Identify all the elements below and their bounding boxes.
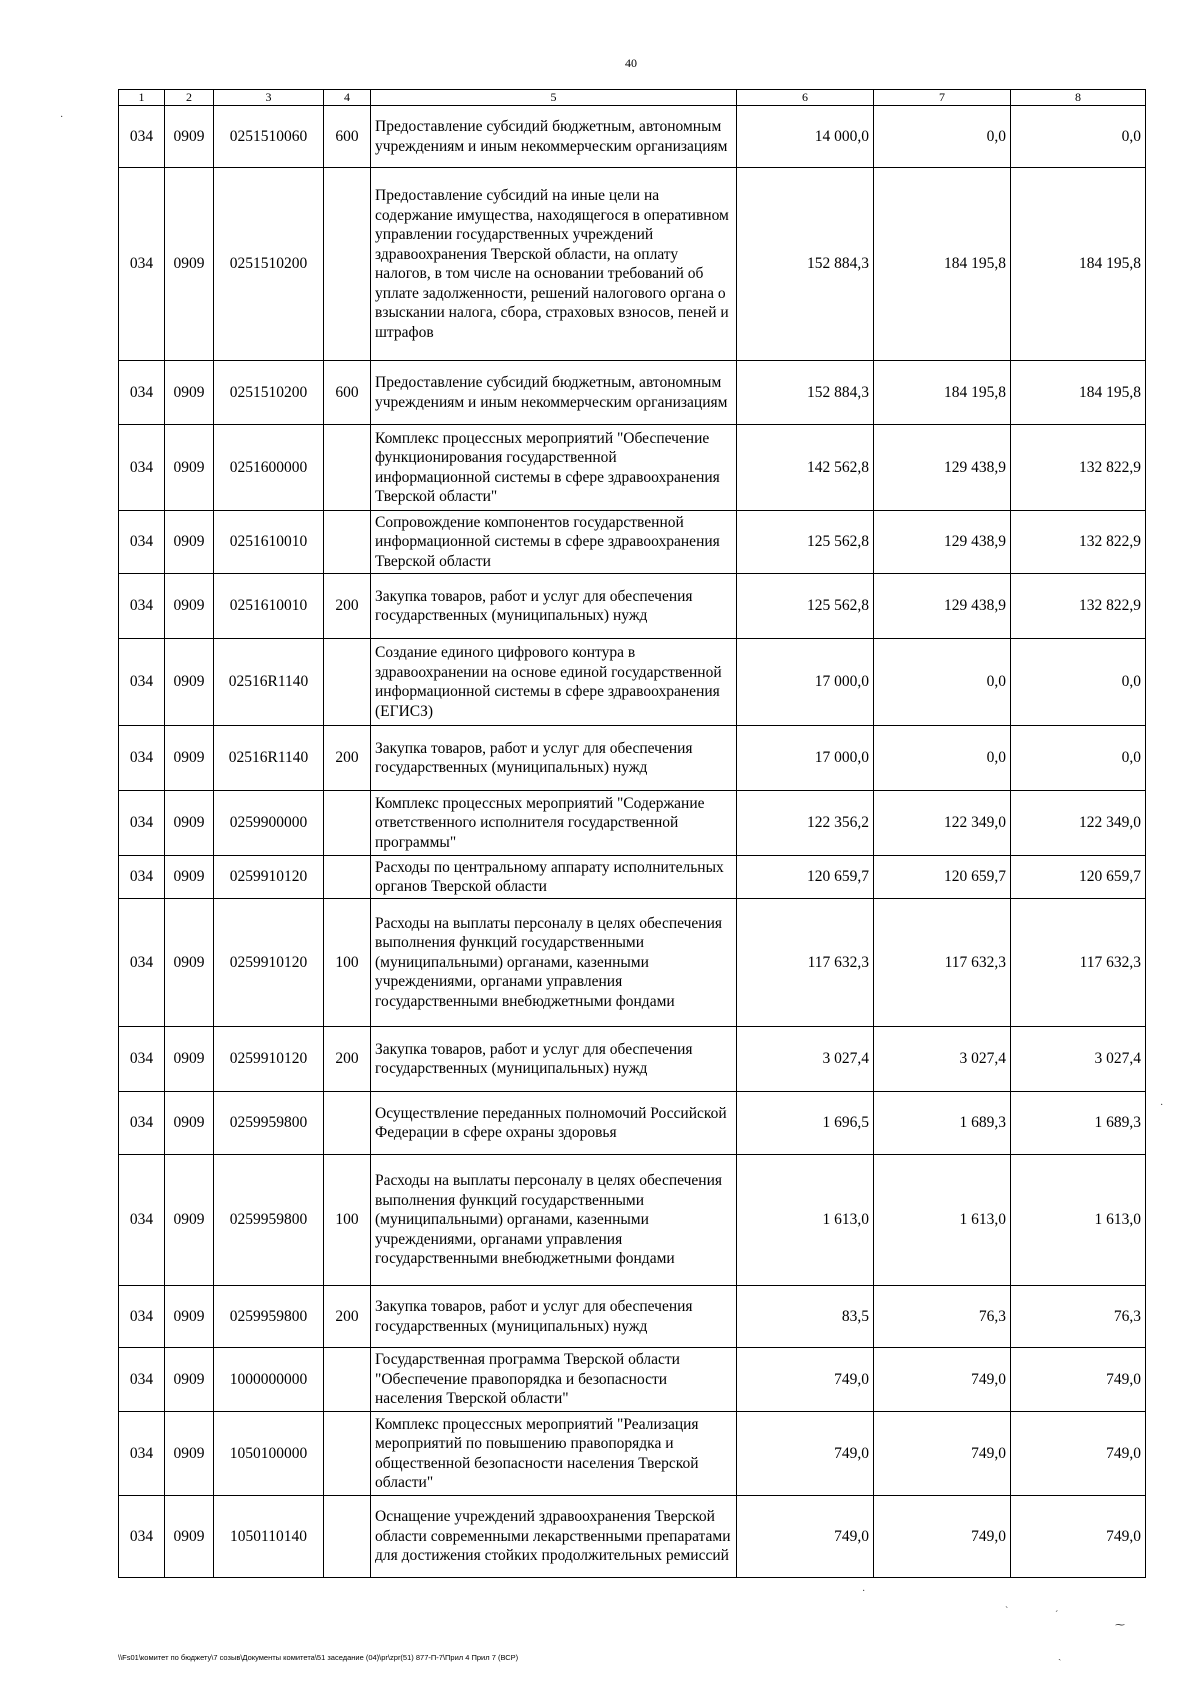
column-header-1: 1 <box>119 90 165 106</box>
table-row <box>119 899 1146 1027</box>
expense-type-cell <box>324 1348 371 1412</box>
column-header-2: 2 <box>165 90 214 106</box>
target-article-cell: 0259910120 <box>214 899 324 1027</box>
admin-code-cell: 034 <box>119 1412 165 1496</box>
description-cell: Расходы на выплаты персоналу в целях обеспечения выполнения функций государственными (муниципальными) органами, казенными учреждениями, органами управления государственными внебюджетными фондами <box>371 1155 737 1286</box>
section-code-cell: 0909 <box>165 574 214 639</box>
amount-col8-cell: 132 822,9 <box>1011 574 1146 639</box>
table-row <box>119 726 1146 791</box>
amount-col7-cell: 184 195,8 <box>874 361 1011 425</box>
amount-col7-cell: 129 438,9 <box>874 511 1011 574</box>
amount-col7-cell: 120 659,7 <box>874 856 1011 899</box>
expense-type-cell: 200 <box>324 574 371 639</box>
column-header-3: 3 <box>214 90 324 106</box>
target-article-cell: 0251610010 <box>214 574 324 639</box>
amount-col6-cell: 749,0 <box>737 1348 874 1412</box>
section-code-cell: 0909 <box>165 511 214 574</box>
amount-col8-cell: 749,0 <box>1011 1412 1146 1496</box>
section-code-cell: 0909 <box>165 1027 214 1092</box>
amount-col6-cell: 125 562,8 <box>737 574 874 639</box>
expense-type-cell <box>324 1412 371 1496</box>
amount-col8-cell: 749,0 <box>1011 1496 1146 1578</box>
expense-type-cell: 200 <box>324 726 371 791</box>
column-header-8: 8 <box>1011 90 1146 106</box>
scan-speck: · <box>1160 1100 1164 1111</box>
amount-col7-cell: 1 613,0 <box>874 1155 1011 1286</box>
table-row <box>119 1027 1146 1092</box>
amount-col6-cell: 125 562,8 <box>737 511 874 574</box>
amount-col8-cell: 1 613,0 <box>1011 1155 1146 1286</box>
budget-table <box>118 89 1146 1578</box>
table-row <box>119 856 1146 899</box>
admin-code-cell: 034 <box>119 726 165 791</box>
table-row <box>119 425 1146 511</box>
amount-col7-cell: 3 027,4 <box>874 1027 1011 1092</box>
column-header-5: 5 <box>371 90 737 106</box>
section-code-cell: 0909 <box>165 791 214 856</box>
amount-col6-cell: 749,0 <box>737 1412 874 1496</box>
amount-col8-cell: 184 195,8 <box>1011 168 1146 361</box>
section-code-cell: 0909 <box>165 1348 214 1412</box>
admin-code-cell: 034 <box>119 1496 165 1578</box>
description-cell: Оснащение учреждений здравоохранения Тверской области современными лекарственными препаратами для достижения стойких продолжительных ремиссий <box>371 1496 737 1578</box>
target-article-cell: 1050110140 <box>214 1496 324 1578</box>
description-cell: Предоставление субсидий бюджетным, автономным учреждениям и иным некоммерческим организациям <box>371 106 737 168</box>
target-article-cell: 02516R1140 <box>214 639 324 726</box>
description-cell: Предоставление субсидий бюджетным, автономным учреждениям и иным некоммерческим организациям <box>371 361 737 425</box>
admin-code-cell: 034 <box>119 511 165 574</box>
description-cell: Закупка товаров, работ и услуг для обеспечения государственных (муниципальных) нужд <box>371 1027 737 1092</box>
amount-col7-cell: 122 349,0 <box>874 791 1011 856</box>
table-row <box>119 1155 1146 1286</box>
admin-code-cell: 034 <box>119 639 165 726</box>
amount-col6-cell: 3 027,4 <box>737 1027 874 1092</box>
amount-col6-cell: 1 613,0 <box>737 1155 874 1286</box>
amount-col7-cell: 117 632,3 <box>874 899 1011 1027</box>
description-cell: Комплекс процессных мероприятий "Обеспечение функционирования государственной информационной системы в сфере здравоохранения Тверской области" <box>371 425 737 511</box>
table-row <box>119 511 1146 574</box>
description-cell: Комплекс процессных мероприятий "Содержание ответственного исполнителя государственной программы" <box>371 791 737 856</box>
amount-col7-cell: 0,0 <box>874 639 1011 726</box>
admin-code-cell: 034 <box>119 1286 165 1348</box>
admin-code-cell: 034 <box>119 899 165 1027</box>
table-row <box>119 1286 1146 1348</box>
section-code-cell: 0909 <box>165 1155 214 1286</box>
target-article-cell: 0251510060 <box>214 106 324 168</box>
table-row <box>119 1412 1146 1496</box>
amount-col6-cell: 152 884,3 <box>737 168 874 361</box>
admin-code-cell: 034 <box>119 791 165 856</box>
target-article-cell: 0259900000 <box>214 791 324 856</box>
scan-speck: · <box>60 112 64 123</box>
expense-type-cell: 600 <box>324 106 371 168</box>
description-cell: Расходы по центральному аппарату исполнительных органов Тверской области <box>371 856 737 899</box>
section-code-cell: 0909 <box>165 1496 214 1578</box>
amount-col8-cell: 120 659,7 <box>1011 856 1146 899</box>
amount-col7-cell: 0,0 <box>874 106 1011 168</box>
expense-type-cell <box>324 168 371 361</box>
target-article-cell: 0259959800 <box>214 1155 324 1286</box>
amount-col6-cell: 83,5 <box>737 1286 874 1348</box>
target-article-cell: 1000000000 <box>214 1348 324 1412</box>
target-article-cell: 0251510200 <box>214 168 324 361</box>
scan-speck: ˊ <box>1055 1610 1059 1621</box>
description-cell: Осуществление переданных полномочий Российской Федерации в сфере охраны здоровья <box>371 1092 737 1155</box>
amount-col7-cell: 0,0 <box>874 726 1011 791</box>
description-cell: Создание единого цифрового контура в здравоохранении на основе единой государственной информационной системы в сфере здравоохранения (ЕГИСЗ) <box>371 639 737 726</box>
target-article-cell: 0251510200 <box>214 361 324 425</box>
admin-code-cell: 034 <box>119 168 165 361</box>
amount-col6-cell: 152 884,3 <box>737 361 874 425</box>
amount-col7-cell: 129 438,9 <box>874 425 1011 511</box>
section-code-cell: 0909 <box>165 425 214 511</box>
section-code-cell: 0909 <box>165 726 214 791</box>
amount-col6-cell: 117 632,3 <box>737 899 874 1027</box>
admin-code-cell: 034 <box>119 425 165 511</box>
amount-col7-cell: 129 438,9 <box>874 574 1011 639</box>
amount-col8-cell: 117 632,3 <box>1011 899 1146 1027</box>
amount-col8-cell: 0,0 <box>1011 106 1146 168</box>
amount-col8-cell: 132 822,9 <box>1011 511 1146 574</box>
amount-col6-cell: 749,0 <box>737 1496 874 1578</box>
column-header-7: 7 <box>874 90 1011 106</box>
expense-type-cell <box>324 856 371 899</box>
expense-type-cell <box>324 639 371 726</box>
amount-col6-cell: 120 659,7 <box>737 856 874 899</box>
table-row <box>119 361 1146 425</box>
header-row <box>119 90 1146 106</box>
amount-col7-cell: 184 195,8 <box>874 168 1011 361</box>
description-cell: Предоставление субсидий на иные цели на содержание имущества, находящегося в оперативном управлении государственных учреждений здравоохранения Тверской области, на оплату налогов, в том числе на основании требований об уплате задолженности, решений налогового органа о взыскании налога, сбора, страховых взносов, пеней и штрафов <box>371 168 737 361</box>
table-row <box>119 1348 1146 1412</box>
target-article-cell: 0259959800 <box>214 1092 324 1155</box>
section-code-cell: 0909 <box>165 361 214 425</box>
section-code-cell: 0909 <box>165 639 214 726</box>
amount-col8-cell: 132 822,9 <box>1011 425 1146 511</box>
target-article-cell: 0259959800 <box>214 1286 324 1348</box>
amount-col8-cell: 0,0 <box>1011 639 1146 726</box>
scan-speck: ˋ <box>1005 1606 1009 1617</box>
description-cell: Закупка товаров, работ и услуг для обеспечения государственных (муниципальных) нужд <box>371 574 737 639</box>
amount-col6-cell: 1 696,5 <box>737 1092 874 1155</box>
table-row <box>119 168 1146 361</box>
expense-type-cell <box>324 425 371 511</box>
expense-type-cell: 200 <box>324 1286 371 1348</box>
table-row <box>119 574 1146 639</box>
amount-col8-cell: 0,0 <box>1011 726 1146 791</box>
section-code-cell: 0909 <box>165 856 214 899</box>
target-article-cell: 1050100000 <box>214 1412 324 1496</box>
description-cell: Закупка товаров, работ и услуг для обеспечения государственных (муниципальных) нужд <box>371 1286 737 1348</box>
description-cell: Закупка товаров, работ и услуг для обеспечения государственных (муниципальных) нужд <box>371 726 737 791</box>
amount-col7-cell: 76,3 <box>874 1286 1011 1348</box>
admin-code-cell: 034 <box>119 1348 165 1412</box>
expense-type-cell <box>324 1092 371 1155</box>
section-code-cell: 0909 <box>165 1286 214 1348</box>
expense-type-cell: 200 <box>324 1027 371 1092</box>
description-cell: Государственная программа Тверской области "Обеспечение правопорядка и безопасности населения Тверской области" <box>371 1348 737 1412</box>
table-row <box>119 1496 1146 1578</box>
amount-col7-cell: 749,0 <box>874 1348 1011 1412</box>
scan-speck: ˎ <box>1058 1650 1062 1661</box>
target-article-cell: 0259910120 <box>214 856 324 899</box>
page-number: 40 <box>625 56 637 70</box>
amount-col6-cell: 122 356,2 <box>737 791 874 856</box>
table-row <box>119 1092 1146 1155</box>
amount-col8-cell: 1 689,3 <box>1011 1092 1146 1155</box>
expense-type-cell: 100 <box>324 1155 371 1286</box>
scan-speck: · <box>862 1586 866 1597</box>
expense-type-cell <box>324 791 371 856</box>
amount-col6-cell: 17 000,0 <box>737 639 874 726</box>
section-code-cell: 0909 <box>165 1412 214 1496</box>
admin-code-cell: 034 <box>119 106 165 168</box>
description-cell: Сопровождение компонентов государственной информационной системы в сфере здравоохранения Тверской области <box>371 511 737 574</box>
target-article-cell: 0251600000 <box>214 425 324 511</box>
admin-code-cell: 034 <box>119 1155 165 1286</box>
admin-code-cell: 034 <box>119 361 165 425</box>
expense-type-cell: 100 <box>324 899 371 1027</box>
expense-type-cell <box>324 1496 371 1578</box>
amount-col8-cell: 122 349,0 <box>1011 791 1146 856</box>
amount-col7-cell: 1 689,3 <box>874 1092 1011 1155</box>
admin-code-cell: 034 <box>119 1092 165 1155</box>
column-header-6: 6 <box>737 90 874 106</box>
description-cell: Расходы на выплаты персоналу в целях обеспечения выполнения функций государственными (муниципальными) органами, казенными учреждениями, органами управления государственными внебюджетными фондами <box>371 899 737 1027</box>
table-body <box>119 106 1146 1578</box>
footer-file-path: \\Fs01\комитет по бюджету\7 созыв\Документы комитета\51 заседание (04)\pr\zpr(51) 877-П-7\Прил 4 Прил 7 (ВСР) <box>118 1653 519 1662</box>
amount-col6-cell: 142 562,8 <box>737 425 874 511</box>
target-article-cell: 02516R1140 <box>214 726 324 791</box>
table-row <box>119 791 1146 856</box>
amount-col8-cell: 749,0 <box>1011 1348 1146 1412</box>
admin-code-cell: 034 <box>119 856 165 899</box>
amount-col8-cell: 184 195,8 <box>1011 361 1146 425</box>
amount-col7-cell: 749,0 <box>874 1496 1011 1578</box>
section-code-cell: 0909 <box>165 899 214 1027</box>
admin-code-cell: 034 <box>119 574 165 639</box>
scan-speck: ⁓ <box>1115 1620 1125 1631</box>
amount-col6-cell: 17 000,0 <box>737 726 874 791</box>
column-header-4: 4 <box>324 90 371 106</box>
section-code-cell: 0909 <box>165 168 214 361</box>
expense-type-cell: 600 <box>324 361 371 425</box>
table-row <box>119 106 1146 168</box>
description-cell: Комплекс процессных мероприятий "Реализация мероприятий по повышению правопорядка и общественной безопасности населения Тверской области" <box>371 1412 737 1496</box>
amount-col8-cell: 76,3 <box>1011 1286 1146 1348</box>
admin-code-cell: 034 <box>119 1027 165 1092</box>
table-row <box>119 639 1146 726</box>
amount-col7-cell: 749,0 <box>874 1412 1011 1496</box>
target-article-cell: 0251610010 <box>214 511 324 574</box>
section-code-cell: 0909 <box>165 106 214 168</box>
amount-col8-cell: 3 027,4 <box>1011 1027 1146 1092</box>
section-code-cell: 0909 <box>165 1092 214 1155</box>
target-article-cell: 0259910120 <box>214 1027 324 1092</box>
expense-type-cell <box>324 511 371 574</box>
amount-col6-cell: 14 000,0 <box>737 106 874 168</box>
